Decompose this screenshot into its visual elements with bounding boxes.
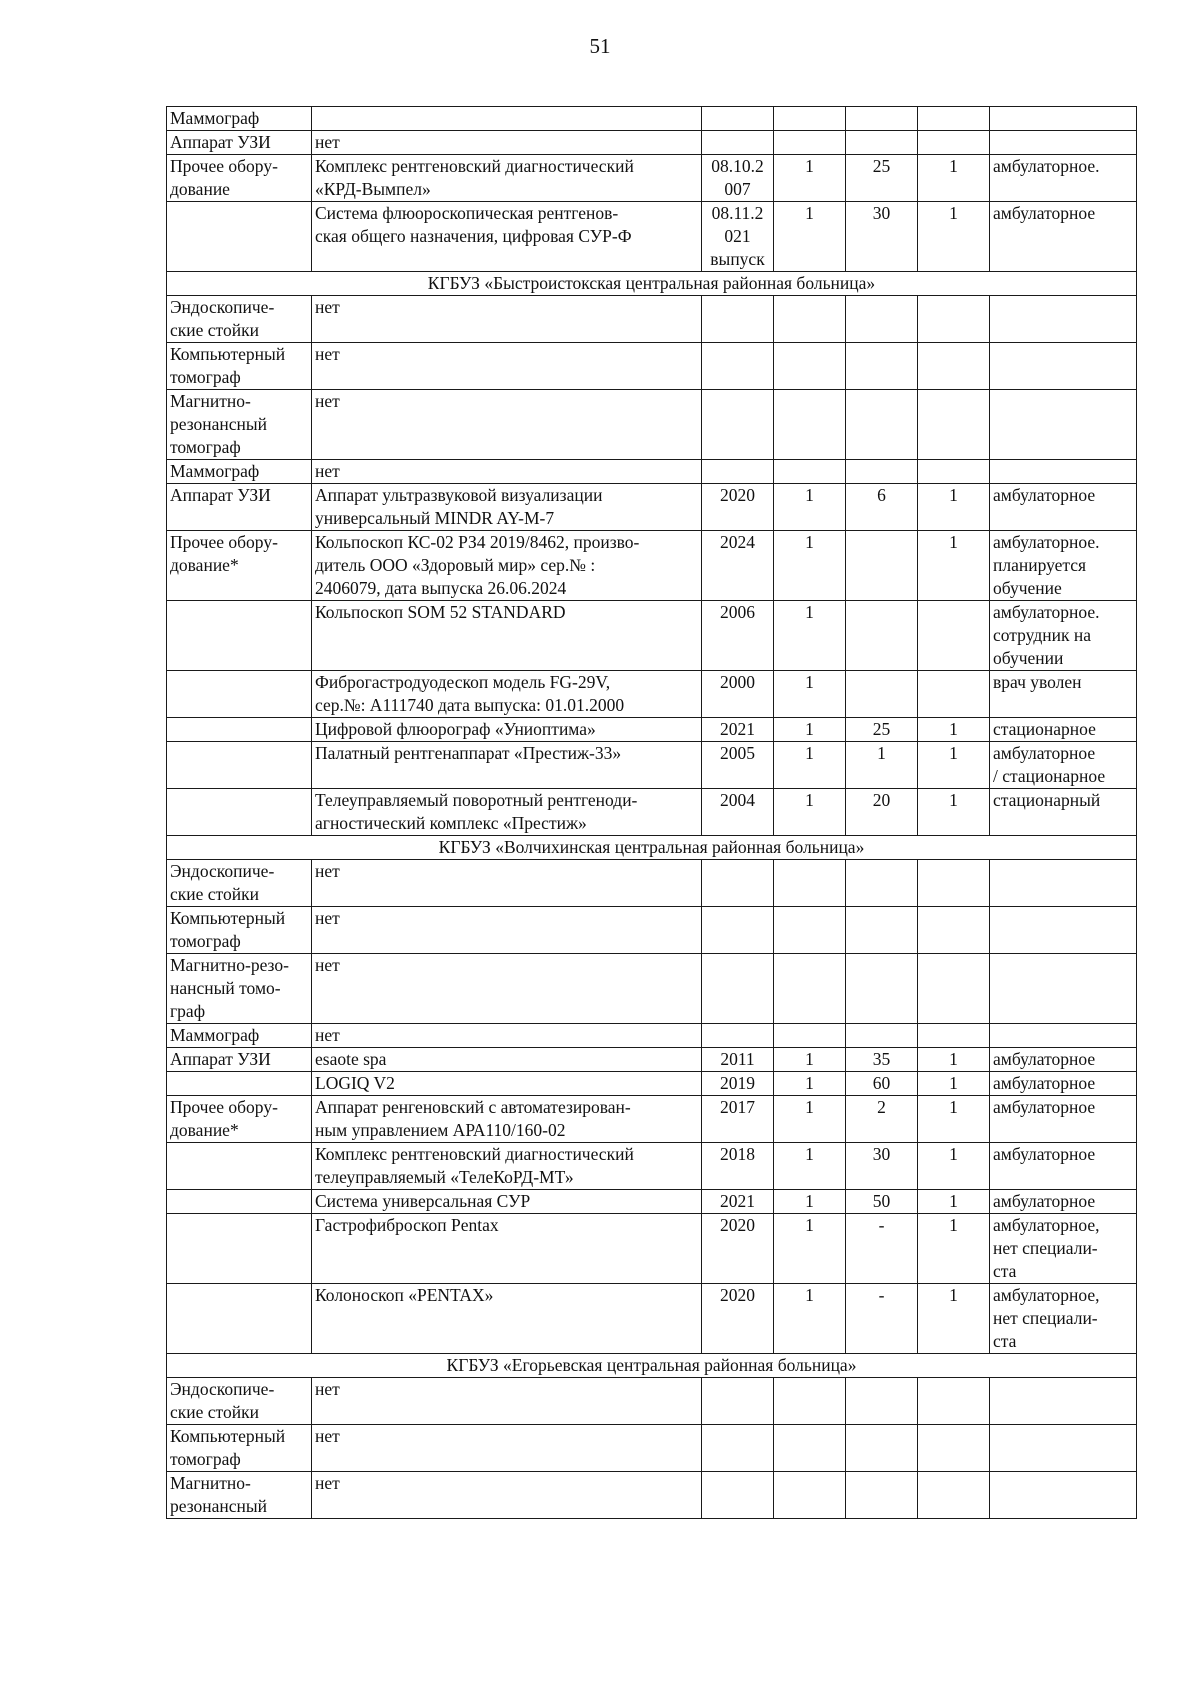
- usage-note-cell: [990, 1472, 1137, 1519]
- quantity-cell: [774, 107, 846, 131]
- equipment-name-cell: LOGIQ V2: [312, 1072, 702, 1096]
- table-row: [167, 1425, 1137, 1472]
- equipment-name-cell: Колоноскоп «PENTAX»: [312, 1284, 702, 1354]
- equipment-category-cell: Маммограф: [167, 460, 312, 484]
- daily-load-cell: [846, 907, 918, 954]
- quantity-cell: 1: [774, 155, 846, 202]
- usage-note-cell: амбулаторное: [990, 484, 1137, 531]
- equipment-category-cell: [167, 718, 312, 742]
- usage-note-cell: амбулаторное: [990, 202, 1137, 272]
- usage-note-cell: [990, 460, 1137, 484]
- release-date-cell: [702, 1425, 774, 1472]
- equipment-name-cell: нет: [312, 1425, 702, 1472]
- equipment-name-cell: нет: [312, 1378, 702, 1425]
- release-date-cell: 2020: [702, 1284, 774, 1354]
- shift-count-cell: [918, 907, 990, 954]
- equipment-category-cell: [167, 1284, 312, 1354]
- equipment-category-cell: [167, 671, 312, 718]
- shift-count-cell: [918, 1472, 990, 1519]
- daily-load-cell: -: [846, 1284, 918, 1354]
- daily-load-cell: 50: [846, 1190, 918, 1214]
- shift-count-cell: [918, 860, 990, 907]
- usage-note-cell: [990, 860, 1137, 907]
- daily-load-cell: [846, 390, 918, 460]
- equipment-category-cell: [167, 742, 312, 789]
- table-row: [167, 1096, 1137, 1143]
- quantity-cell: 1: [774, 202, 846, 272]
- release-date-cell: 2011: [702, 1048, 774, 1072]
- daily-load-cell: 60: [846, 1072, 918, 1096]
- table-row: [167, 742, 1137, 789]
- quantity-cell: 1: [774, 671, 846, 718]
- hospital-section-title: КГБУЗ «Волчихинская центральная районная больница»: [167, 836, 1137, 860]
- equipment-category-cell: Маммограф: [167, 1024, 312, 1048]
- release-date-cell: 2018: [702, 1143, 774, 1190]
- release-date-cell: 2021: [702, 1190, 774, 1214]
- equipment-category-cell: Магнитно-резо- нансный томо- граф: [167, 954, 312, 1024]
- table-row: [167, 1072, 1137, 1096]
- shift-count-cell: [918, 1024, 990, 1048]
- equipment-name-cell: нет: [312, 390, 702, 460]
- equipment-category-cell: Прочее обору- дование: [167, 155, 312, 202]
- release-date-cell: 08.10.2 007: [702, 155, 774, 202]
- release-date-cell: [702, 343, 774, 390]
- equipment-category-cell: [167, 601, 312, 671]
- table-row: [167, 202, 1137, 272]
- usage-note-cell: [990, 131, 1137, 155]
- equipment-category-cell: Аппарат УЗИ: [167, 1048, 312, 1072]
- release-date-cell: 2000: [702, 671, 774, 718]
- usage-note-cell: амбулаторное: [990, 1143, 1137, 1190]
- daily-load-cell: 35: [846, 1048, 918, 1072]
- equipment-name-cell: esaote spa: [312, 1048, 702, 1072]
- section-header-row: [167, 836, 1137, 860]
- daily-load-cell: [846, 601, 918, 671]
- table-row: [167, 131, 1137, 155]
- usage-note-cell: [990, 954, 1137, 1024]
- hospital-section-title: КГБУЗ «Быстроистокская центральная районная больница»: [167, 272, 1137, 296]
- table-row: [167, 1024, 1137, 1048]
- daily-load-cell: [846, 1425, 918, 1472]
- shift-count-cell: 1: [918, 1048, 990, 1072]
- quantity-cell: 1: [774, 1096, 846, 1143]
- shift-count-cell: 1: [918, 1143, 990, 1190]
- table-row: [167, 1214, 1137, 1284]
- equipment-category-cell: Эндоскопиче- ские стойки: [167, 296, 312, 343]
- equipment-category-cell: [167, 202, 312, 272]
- shift-count-cell: [918, 1378, 990, 1425]
- daily-load-cell: [846, 1024, 918, 1048]
- usage-note-cell: [990, 907, 1137, 954]
- equipment-category-cell: Эндоскопиче- ские стойки: [167, 860, 312, 907]
- shift-count-cell: [918, 107, 990, 131]
- quantity-cell: 1: [774, 601, 846, 671]
- quantity-cell: 1: [774, 742, 846, 789]
- shift-count-cell: 1: [918, 1284, 990, 1354]
- quantity-cell: [774, 1425, 846, 1472]
- shift-count-cell: 1: [918, 202, 990, 272]
- hospital-section-title: КГБУЗ «Егорьевская центральная районная больница»: [167, 1354, 1137, 1378]
- usage-note-cell: [990, 390, 1137, 460]
- quantity-cell: [774, 1472, 846, 1519]
- equipment-name-cell: Комплекс рентгеновский диагностический «КРД-Вымпел»: [312, 155, 702, 202]
- equipment-name-cell: нет: [312, 1472, 702, 1519]
- release-date-cell: 2004: [702, 789, 774, 836]
- release-date-cell: 2019: [702, 1072, 774, 1096]
- equipment-name-cell: Аппарат ренгеновский с автоматезирован- ным управлением АРА110/160-02: [312, 1096, 702, 1143]
- equipment-name-cell: Комплекс рентгеновский диагностический телеуправляемый «ТелеКоРД-МТ»: [312, 1143, 702, 1190]
- equipment-table: [166, 106, 1137, 1519]
- table-row: [167, 107, 1137, 131]
- shift-count-cell: [918, 601, 990, 671]
- table-row: [167, 343, 1137, 390]
- daily-load-cell: [846, 296, 918, 343]
- release-date-cell: 2024: [702, 531, 774, 601]
- usage-note-cell: врач уволен: [990, 671, 1137, 718]
- equipment-name-cell: Кольпоскоп SOM 52 STANDARD: [312, 601, 702, 671]
- daily-load-cell: 30: [846, 1143, 918, 1190]
- equipment-category-cell: Прочее обору- дование*: [167, 531, 312, 601]
- quantity-cell: [774, 460, 846, 484]
- usage-note-cell: амбулаторное / стационарное: [990, 742, 1137, 789]
- usage-note-cell: [990, 1024, 1137, 1048]
- table-row: [167, 1472, 1137, 1519]
- quantity-cell: [774, 343, 846, 390]
- equipment-category-cell: Магнитно- резонансный: [167, 1472, 312, 1519]
- usage-note-cell: амбулаторное, нет специали- ста: [990, 1284, 1137, 1354]
- equipment-name-cell: нет: [312, 954, 702, 1024]
- shift-count-cell: [918, 954, 990, 1024]
- usage-note-cell: [990, 1378, 1137, 1425]
- shift-count-cell: 1: [918, 1214, 990, 1284]
- shift-count-cell: 1: [918, 155, 990, 202]
- equipment-category-cell: Аппарат УЗИ: [167, 484, 312, 531]
- release-date-cell: [702, 296, 774, 343]
- table-row: [167, 860, 1137, 907]
- table-row: [167, 1190, 1137, 1214]
- shift-count-cell: 1: [918, 1072, 990, 1096]
- release-date-cell: [702, 131, 774, 155]
- quantity-cell: [774, 954, 846, 1024]
- quantity-cell: 1: [774, 1190, 846, 1214]
- quantity-cell: [774, 907, 846, 954]
- usage-note-cell: амбулаторное.: [990, 155, 1137, 202]
- table-row: [167, 718, 1137, 742]
- table-row: [167, 296, 1137, 343]
- usage-note-cell: стационарный: [990, 789, 1137, 836]
- quantity-cell: [774, 296, 846, 343]
- daily-load-cell: [846, 131, 918, 155]
- equipment-category-cell: [167, 1143, 312, 1190]
- shift-count-cell: [918, 460, 990, 484]
- daily-load-cell: 25: [846, 718, 918, 742]
- usage-note-cell: амбулаторное: [990, 1072, 1137, 1096]
- release-date-cell: [702, 460, 774, 484]
- usage-note-cell: амбулаторное, нет специали- ста: [990, 1214, 1137, 1284]
- usage-note-cell: амбулаторное: [990, 1048, 1137, 1072]
- table-row: [167, 601, 1137, 671]
- usage-note-cell: [990, 1425, 1137, 1472]
- release-date-cell: [702, 1472, 774, 1519]
- shift-count-cell: [918, 131, 990, 155]
- daily-load-cell: 20: [846, 789, 918, 836]
- quantity-cell: [774, 1378, 846, 1425]
- equipment-name-cell: Система флюороскопическая рентгенов- ская общего назначения, цифровая СУР-Ф: [312, 202, 702, 272]
- daily-load-cell: [846, 954, 918, 1024]
- equipment-name-cell: [312, 107, 702, 131]
- table-row: [167, 671, 1137, 718]
- quantity-cell: 1: [774, 531, 846, 601]
- quantity-cell: 1: [774, 1143, 846, 1190]
- shift-count-cell: 1: [918, 531, 990, 601]
- table-row: [167, 1048, 1137, 1072]
- shift-count-cell: [918, 390, 990, 460]
- quantity-cell: 1: [774, 484, 846, 531]
- quantity-cell: [774, 390, 846, 460]
- release-date-cell: [702, 954, 774, 1024]
- shift-count-cell: 1: [918, 1190, 990, 1214]
- section-header-row: [167, 1354, 1137, 1378]
- equipment-name-cell: Палатный рентгенаппарат «Престиж-33»: [312, 742, 702, 789]
- daily-load-cell: -: [846, 1214, 918, 1284]
- release-date-cell: 08.11.2 021 выпуск: [702, 202, 774, 272]
- equipment-name-cell: Гастрофиброскоп Pentax: [312, 1214, 702, 1284]
- equipment-name-cell: Система универсальная СУР: [312, 1190, 702, 1214]
- daily-load-cell: [846, 1472, 918, 1519]
- release-date-cell: [702, 907, 774, 954]
- daily-load-cell: [846, 107, 918, 131]
- quantity-cell: 1: [774, 1284, 846, 1354]
- table-row: [167, 155, 1137, 202]
- equipment-name-cell: нет: [312, 460, 702, 484]
- table-row: [167, 1143, 1137, 1190]
- equipment-category-cell: Компьютерный томограф: [167, 343, 312, 390]
- table-row: [167, 1378, 1137, 1425]
- shift-count-cell: 1: [918, 742, 990, 789]
- usage-note-cell: стационарное: [990, 718, 1137, 742]
- shift-count-cell: [918, 343, 990, 390]
- equipment-table-body: [167, 107, 1137, 1519]
- page-number: 51: [589, 34, 611, 58]
- release-date-cell: 2017: [702, 1096, 774, 1143]
- equipment-category-cell: Прочее обору- дование*: [167, 1096, 312, 1143]
- equipment-category-cell: Компьютерный томограф: [167, 907, 312, 954]
- release-date-cell: 2006: [702, 601, 774, 671]
- equipment-category-cell: Магнитно- резонансный томограф: [167, 390, 312, 460]
- quantity-cell: 1: [774, 789, 846, 836]
- equipment-category-cell: [167, 1214, 312, 1284]
- equipment-name-cell: Телеуправляемый поворотный рентгеноди- агностический комплекс «Престиж»: [312, 789, 702, 836]
- usage-note-cell: [990, 296, 1137, 343]
- release-date-cell: [702, 1024, 774, 1048]
- table-row: [167, 460, 1137, 484]
- equipment-name-cell: нет: [312, 343, 702, 390]
- shift-count-cell: 1: [918, 789, 990, 836]
- equipment-name-cell: Цифровой флюорограф «Униоптима»: [312, 718, 702, 742]
- table-row: [167, 1284, 1137, 1354]
- shift-count-cell: [918, 671, 990, 718]
- release-date-cell: [702, 107, 774, 131]
- equipment-category-cell: Маммограф: [167, 107, 312, 131]
- shift-count-cell: 1: [918, 1096, 990, 1143]
- release-date-cell: 2021: [702, 718, 774, 742]
- shift-count-cell: 1: [918, 484, 990, 531]
- quantity-cell: 1: [774, 1072, 846, 1096]
- equipment-name-cell: нет: [312, 131, 702, 155]
- quantity-cell: 1: [774, 1214, 846, 1284]
- quantity-cell: 1: [774, 718, 846, 742]
- daily-load-cell: 30: [846, 202, 918, 272]
- usage-note-cell: амбулаторное: [990, 1190, 1137, 1214]
- quantity-cell: [774, 860, 846, 907]
- usage-note-cell: [990, 107, 1137, 131]
- table-row: [167, 907, 1137, 954]
- equipment-category-cell: Эндоскопиче- ские стойки: [167, 1378, 312, 1425]
- equipment-category-cell: [167, 789, 312, 836]
- equipment-category-cell: Аппарат УЗИ: [167, 131, 312, 155]
- usage-note-cell: амбулаторное: [990, 1096, 1137, 1143]
- usage-note-cell: [990, 343, 1137, 390]
- shift-count-cell: [918, 296, 990, 343]
- quantity-cell: 1: [774, 1048, 846, 1072]
- equipment-name-cell: Фиброгастродуодескоп модель FG-29V, сер.№: A111740 дата выпуска: 01.01.2000: [312, 671, 702, 718]
- equipment-name-cell: Кольпоскоп КС-02 РЗ4 2019/8462, произво- дитель ООО «Здоровый мир» сер.№ : 2406079, дата выпуска 26.06.2024: [312, 531, 702, 601]
- daily-load-cell: [846, 860, 918, 907]
- release-date-cell: [702, 390, 774, 460]
- table-row: [167, 789, 1137, 836]
- equipment-category-cell: Компьютерный томограф: [167, 1425, 312, 1472]
- daily-load-cell: [846, 671, 918, 718]
- release-date-cell: [702, 1378, 774, 1425]
- equipment-name-cell: нет: [312, 296, 702, 343]
- usage-note-cell: амбулаторное. планируется обучение: [990, 531, 1137, 601]
- release-date-cell: 2005: [702, 742, 774, 789]
- equipment-name-cell: нет: [312, 907, 702, 954]
- shift-count-cell: 1: [918, 718, 990, 742]
- equipment-name-cell: нет: [312, 1024, 702, 1048]
- usage-note-cell: амбулаторное. сотрудник на обучении: [990, 601, 1137, 671]
- table-row: [167, 954, 1137, 1024]
- section-header-row: [167, 272, 1137, 296]
- daily-load-cell: 1: [846, 742, 918, 789]
- shift-count-cell: [918, 1425, 990, 1472]
- release-date-cell: 2020: [702, 484, 774, 531]
- equipment-name-cell: Аппарат ультразвуковой визуализации универсальный MINDR AY-M-7: [312, 484, 702, 531]
- equipment-category-cell: [167, 1190, 312, 1214]
- equipment-name-cell: нет: [312, 860, 702, 907]
- quantity-cell: [774, 131, 846, 155]
- daily-load-cell: 6: [846, 484, 918, 531]
- equipment-category-cell: [167, 1072, 312, 1096]
- daily-load-cell: 25: [846, 155, 918, 202]
- table-row: [167, 484, 1137, 531]
- table-row: [167, 531, 1137, 601]
- quantity-cell: [774, 1024, 846, 1048]
- daily-load-cell: 2: [846, 1096, 918, 1143]
- daily-load-cell: [846, 343, 918, 390]
- daily-load-cell: [846, 531, 918, 601]
- release-date-cell: 2020: [702, 1214, 774, 1284]
- daily-load-cell: [846, 460, 918, 484]
- table-row: [167, 390, 1137, 460]
- release-date-cell: [702, 860, 774, 907]
- daily-load-cell: [846, 1378, 918, 1425]
